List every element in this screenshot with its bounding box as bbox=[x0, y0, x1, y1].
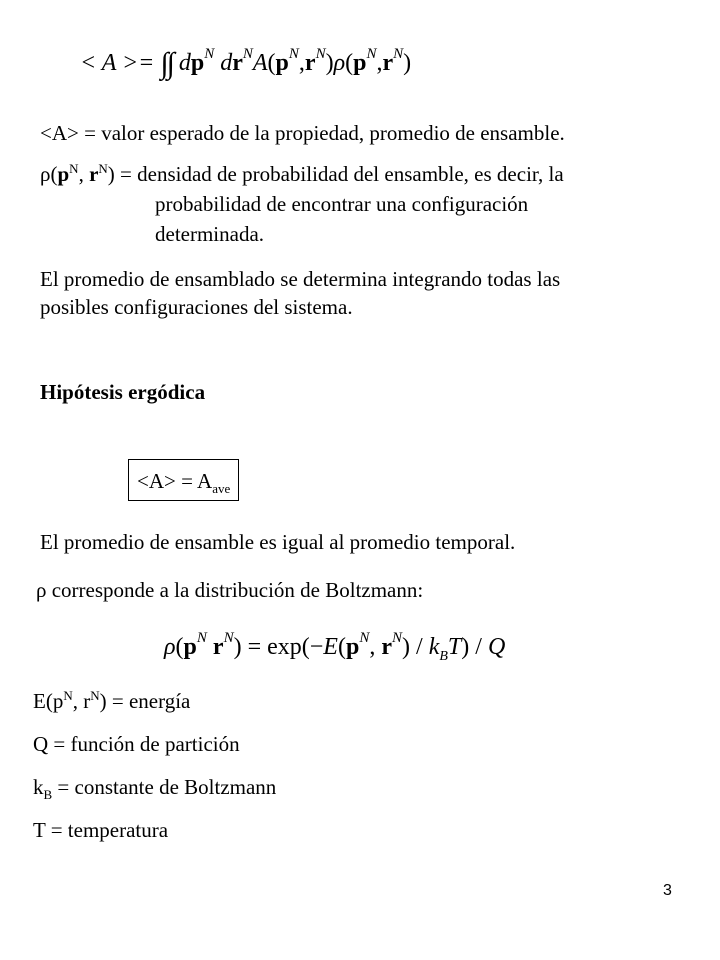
definition-rho-line2: probabilidad de encontrar una configuración bbox=[155, 192, 529, 216]
def-kb-sub: B bbox=[43, 787, 53, 803]
eq2-t: T bbox=[447, 634, 462, 660]
def-energy bbox=[33, 686, 190, 716]
rho-symbol: ρ bbox=[36, 578, 47, 602]
eq1-open2: ( bbox=[345, 50, 354, 76]
def-energy-pre: E(p bbox=[33, 689, 64, 713]
definition-rho-line3: determinada. bbox=[155, 222, 265, 246]
paragraph-ensemble-line1: El promedio de ensamblado se determina integrando todas las bbox=[40, 267, 561, 291]
definition-a bbox=[40, 118, 565, 148]
def-rho-r: r bbox=[89, 162, 99, 186]
eq1-n4: N bbox=[315, 46, 326, 62]
eq2-rho: ρ bbox=[164, 634, 176, 660]
def-rho-n2: N bbox=[98, 161, 108, 176]
eq1-n3: N bbox=[288, 46, 299, 62]
eq2-n1: N bbox=[196, 630, 207, 646]
def-kb-pre: k bbox=[33, 775, 44, 799]
eq2-n2: N bbox=[223, 630, 234, 646]
boltzmann-equation: $\rho(p^N$ $r^N) = \exp(-E(p^N$, $r^N) / k_BT$) / Q bbox=[164, 630, 506, 664]
eq2-r2: r bbox=[381, 634, 392, 660]
def-rho-p: p bbox=[57, 162, 70, 186]
def-rho-symbol: ρ bbox=[40, 162, 51, 186]
eq2-b: B bbox=[439, 648, 448, 664]
eq2-r1: r bbox=[212, 634, 224, 660]
eq1-n1: N bbox=[204, 46, 215, 62]
def-energy-sup2: N bbox=[90, 688, 100, 703]
def-partition-function: Q = función de partición bbox=[33, 732, 240, 756]
box-lhs: <A> = A bbox=[137, 469, 213, 493]
eq1-r2: r bbox=[304, 50, 316, 76]
def-energy-mid: , r bbox=[72, 689, 91, 713]
double-integral-symbol: ∫∫ bbox=[160, 47, 173, 80]
box-sub: ave bbox=[212, 481, 231, 497]
eq2-n4: N bbox=[392, 630, 403, 646]
rho-boltzmann-line bbox=[36, 575, 423, 605]
eq1-p1: p bbox=[190, 50, 205, 76]
eq2-exp: exp(− bbox=[267, 634, 324, 660]
page-number: 3 bbox=[663, 882, 672, 899]
eq2-p2: p bbox=[345, 634, 360, 660]
eq2-k: k bbox=[428, 634, 440, 660]
eq1-r3: r bbox=[382, 50, 394, 76]
eq1-d2: d bbox=[220, 50, 233, 76]
paragraph-temporal: El promedio de ensamble es igual al promedio temporal. bbox=[40, 530, 516, 554]
eq1-close2: ) bbox=[403, 50, 412, 76]
eq2-q: Q bbox=[487, 634, 506, 660]
eq1-lhs: < A >= bbox=[80, 50, 155, 76]
eq1-p3: p bbox=[353, 50, 367, 76]
def-energy-post: ) = energía bbox=[99, 689, 191, 713]
ergodic-equation-box bbox=[128, 459, 239, 501]
def-rho-line1: ) = densidad de probabilidad del ensamble, es decir, la bbox=[107, 162, 564, 186]
def-a-term: <A> bbox=[40, 121, 79, 145]
heading-ergodic-hypothesis: Hipótesis ergódica bbox=[40, 380, 206, 404]
eq1-n2: N bbox=[242, 46, 253, 62]
eq2-p1: p bbox=[183, 634, 197, 660]
eq1-n5: N bbox=[366, 46, 377, 62]
eq1-p2: p bbox=[275, 50, 289, 76]
eq1-comma2: , bbox=[376, 50, 383, 76]
eq2-n3: N bbox=[359, 630, 370, 646]
def-kb-post: = constante de Boltzmann bbox=[52, 775, 277, 799]
eq1-open1: ( bbox=[267, 50, 276, 76]
eq1-r1: r bbox=[232, 50, 243, 76]
ensemble-average-equation bbox=[80, 44, 411, 78]
eq2-slash2: / bbox=[475, 634, 482, 660]
def-temperature: T = temperatura bbox=[33, 818, 169, 842]
rho-line-text: corresponde a la distribución de Boltzmann: bbox=[46, 578, 424, 602]
eq1-comma1: , bbox=[298, 50, 305, 76]
def-boltzmann-constant bbox=[33, 772, 276, 802]
paragraph-ensemble-line2: posibles configuraciones del sistema. bbox=[40, 295, 353, 319]
eq1-close1: ) bbox=[325, 50, 334, 76]
def-energy-sup1: N bbox=[63, 688, 73, 703]
definition-rho: $\rho(p^N$, $r^N$) = densidad de probabilidad del ensamble, es decir, la bbox=[40, 161, 564, 186]
eq1-d1: d bbox=[178, 50, 191, 76]
def-a-text: = valor esperado de la propiedad, promedio de ensamble. bbox=[78, 121, 565, 145]
eq1-a: A bbox=[252, 50, 268, 76]
eq1-rho: ρ bbox=[333, 50, 346, 76]
eq2-slash1: / bbox=[416, 634, 423, 660]
eq1-n6: N bbox=[393, 46, 404, 62]
eq2-e: E bbox=[323, 634, 338, 660]
def-rho-n1: N bbox=[69, 161, 79, 176]
